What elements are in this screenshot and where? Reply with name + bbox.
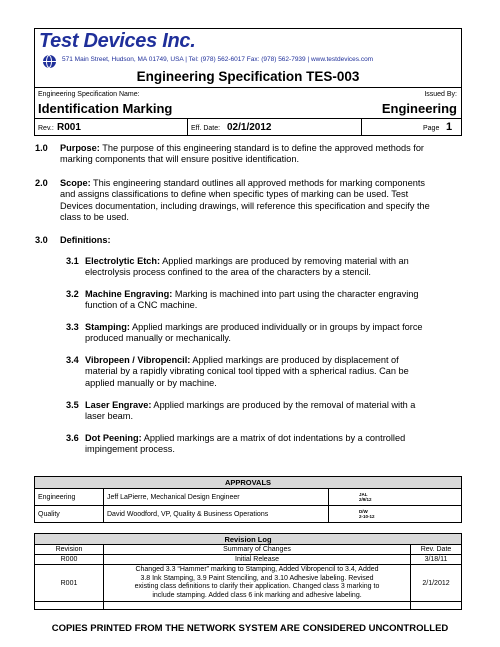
approvals-table [34,476,462,523]
signature-initials: D/W [359,509,368,514]
section-purpose [35,143,465,167]
section-definitions [35,235,465,247]
table-header-row [35,545,462,555]
document-header [34,28,462,88]
definition-title: Stamping: [85,322,130,332]
definition-title: Vibropeen / Vibropencil: [85,355,191,365]
revision-log-title: Revision Log [35,534,462,545]
section-text: marking components that will ensure positive identification. [60,154,299,165]
definition-text: Applied markings are produced individually or in groups by impact force [129,322,423,332]
definition-text: Applied markings are produced by the removal of material with a [151,400,416,410]
definition-vibropeen [66,355,466,391]
summary-cell: Initial Release [104,555,411,565]
cell-divider [361,118,362,136]
column-header: Rev. Date [411,545,462,555]
eff-date-value: 02/1/2012 [227,122,272,133]
spec-title: Engineering Specification TES-003 [136,69,360,84]
approvals-title: APPROVALS [35,477,462,489]
definition-text: Applied markings are produced by removing material with an [160,256,409,266]
signature-initials: JAL [359,492,368,497]
globe-icon [43,55,56,68]
section-text: class to be used. [60,211,129,222]
definition-text: Applied markings are a matrix of dot indentations by a controlled [141,433,406,443]
summary-line: 3.8 Ink Stamping, 3.9 Paint Stenciling, and 3.10 Adhesive labeling. Revised [140,574,374,582]
section-number: 1.0 [35,143,48,153]
section-text: and assigns classifications to define when specific types of marking can be used. Test [60,189,409,200]
rev-value: R001 [57,122,81,133]
section-scope [35,178,465,224]
summary-cell [104,565,411,602]
cell-divider [187,118,188,136]
summary-line: existing class definitions to clarify their application. Changed class 3 marking to [134,583,380,591]
definition-title: Electrolytic Etch: [85,256,161,266]
spec-name-value: Identification Marking [38,101,173,116]
section-number: 2.0 [35,178,48,188]
definition-stamping [66,322,466,346]
approval-dept: Engineering [35,489,104,506]
eff-date-label: Eff. Date: [191,125,221,132]
definition-number: 3.4 [66,355,79,365]
section-text: This engineering standard outlines all approved methods for marking components [93,178,425,188]
column-header: Revision [35,545,104,555]
definition-text: Marking is machined into part using the character engraving [172,289,419,299]
section-title: Scope: [60,178,91,188]
definition-title: Laser Engrave: [85,400,152,410]
definition-text: impingement process. [85,444,175,455]
date-cell: 3/18/11 [411,555,462,565]
definition-title: Machine Engraving: [85,289,173,299]
definition-text: laser beam. [85,411,134,422]
definition-text: Applied markings are produced by displacement of [190,355,399,365]
definition-text: applied manually or by machine. [85,377,217,388]
definition-text: function of a CNC machine. [85,300,198,311]
issued-by-value: Engineering [381,101,457,116]
definition-number: 3.1 [66,256,79,266]
approval-signature [329,489,462,506]
definition-text: produced manually or mechanically. [85,333,231,344]
definition-number: 3.3 [66,322,79,332]
definition-number: 3.6 [66,433,79,443]
definition-dot-peening [66,433,466,457]
table-row-empty [35,602,462,610]
definition-text: material by a rapidly vibrating conical tool tipped with a spherical radius. Can be [85,366,409,377]
definition-title: Dot Peening: [85,433,142,443]
company-address: 571 Main Street, Hudson, MA 01749, USA | Tel: (978) 562-6017 Fax: (978) 562-7939 | www.testdevices.com [62,56,374,63]
date-cell: 2/1/2012 [411,565,462,602]
revision-cell: R001 [35,565,104,602]
spec-meta-row [35,88,461,119]
rev-label: Rev.: [38,125,54,132]
spec-meta-block [34,88,462,136]
page-label: Page [423,125,440,132]
definition-laser-engrave [66,400,466,424]
approval-signature [329,506,462,523]
signature-date: 2/9/12 [359,497,372,502]
section-text: The purpose of this engineering standard is to define the approved methods for [102,143,424,153]
definition-text: electrolysis process confined to the area of the characters by a stencil. [85,267,371,278]
company-logo: Test Devices Inc. [39,30,196,52]
summary-line: include stamping. Added class 6 ink marking and adhesive labeling. [152,591,362,599]
revision-cell: R000 [35,555,104,565]
revision-log-table [34,533,462,610]
approval-dept: Quality [35,506,104,523]
spec-name-label: Engineering Specification Name: [38,91,140,98]
section-title: Purpose: [60,143,100,153]
page-number: 1 [446,121,453,133]
table-row [35,506,462,523]
table-row [35,489,462,506]
uncontrolled-copy-notice: COPIES PRINTED FROM THE NETWORK SYSTEM ARE CONSIDERED UNCONTROLLED [51,623,449,634]
approval-person: David Woodford, VP, Quality & Business Operations [104,506,329,523]
issued-by-label: Issued By: [424,91,457,98]
signature-date: 2-10-12 [359,514,375,519]
approval-person: Jeff LaPierre, Mechanical Design Engineer [104,489,329,506]
column-header: Summary of Changes [104,545,411,555]
definition-machine-engraving [66,289,466,313]
definition-electrolytic-etch [66,256,466,280]
table-row [35,565,462,602]
summary-line: Changed 3.3 “Hammer” marking to Stamping, Added Vibropencil to 3.4, Added [135,566,379,573]
section-text: Devices documentation, including drawings, will reference this specification and specify the [60,200,430,211]
definition-number: 3.2 [66,289,79,299]
definition-number: 3.5 [66,400,79,410]
section-number: 3.0 [35,235,48,245]
table-row [35,555,462,565]
section-title: Definitions: [60,235,111,245]
